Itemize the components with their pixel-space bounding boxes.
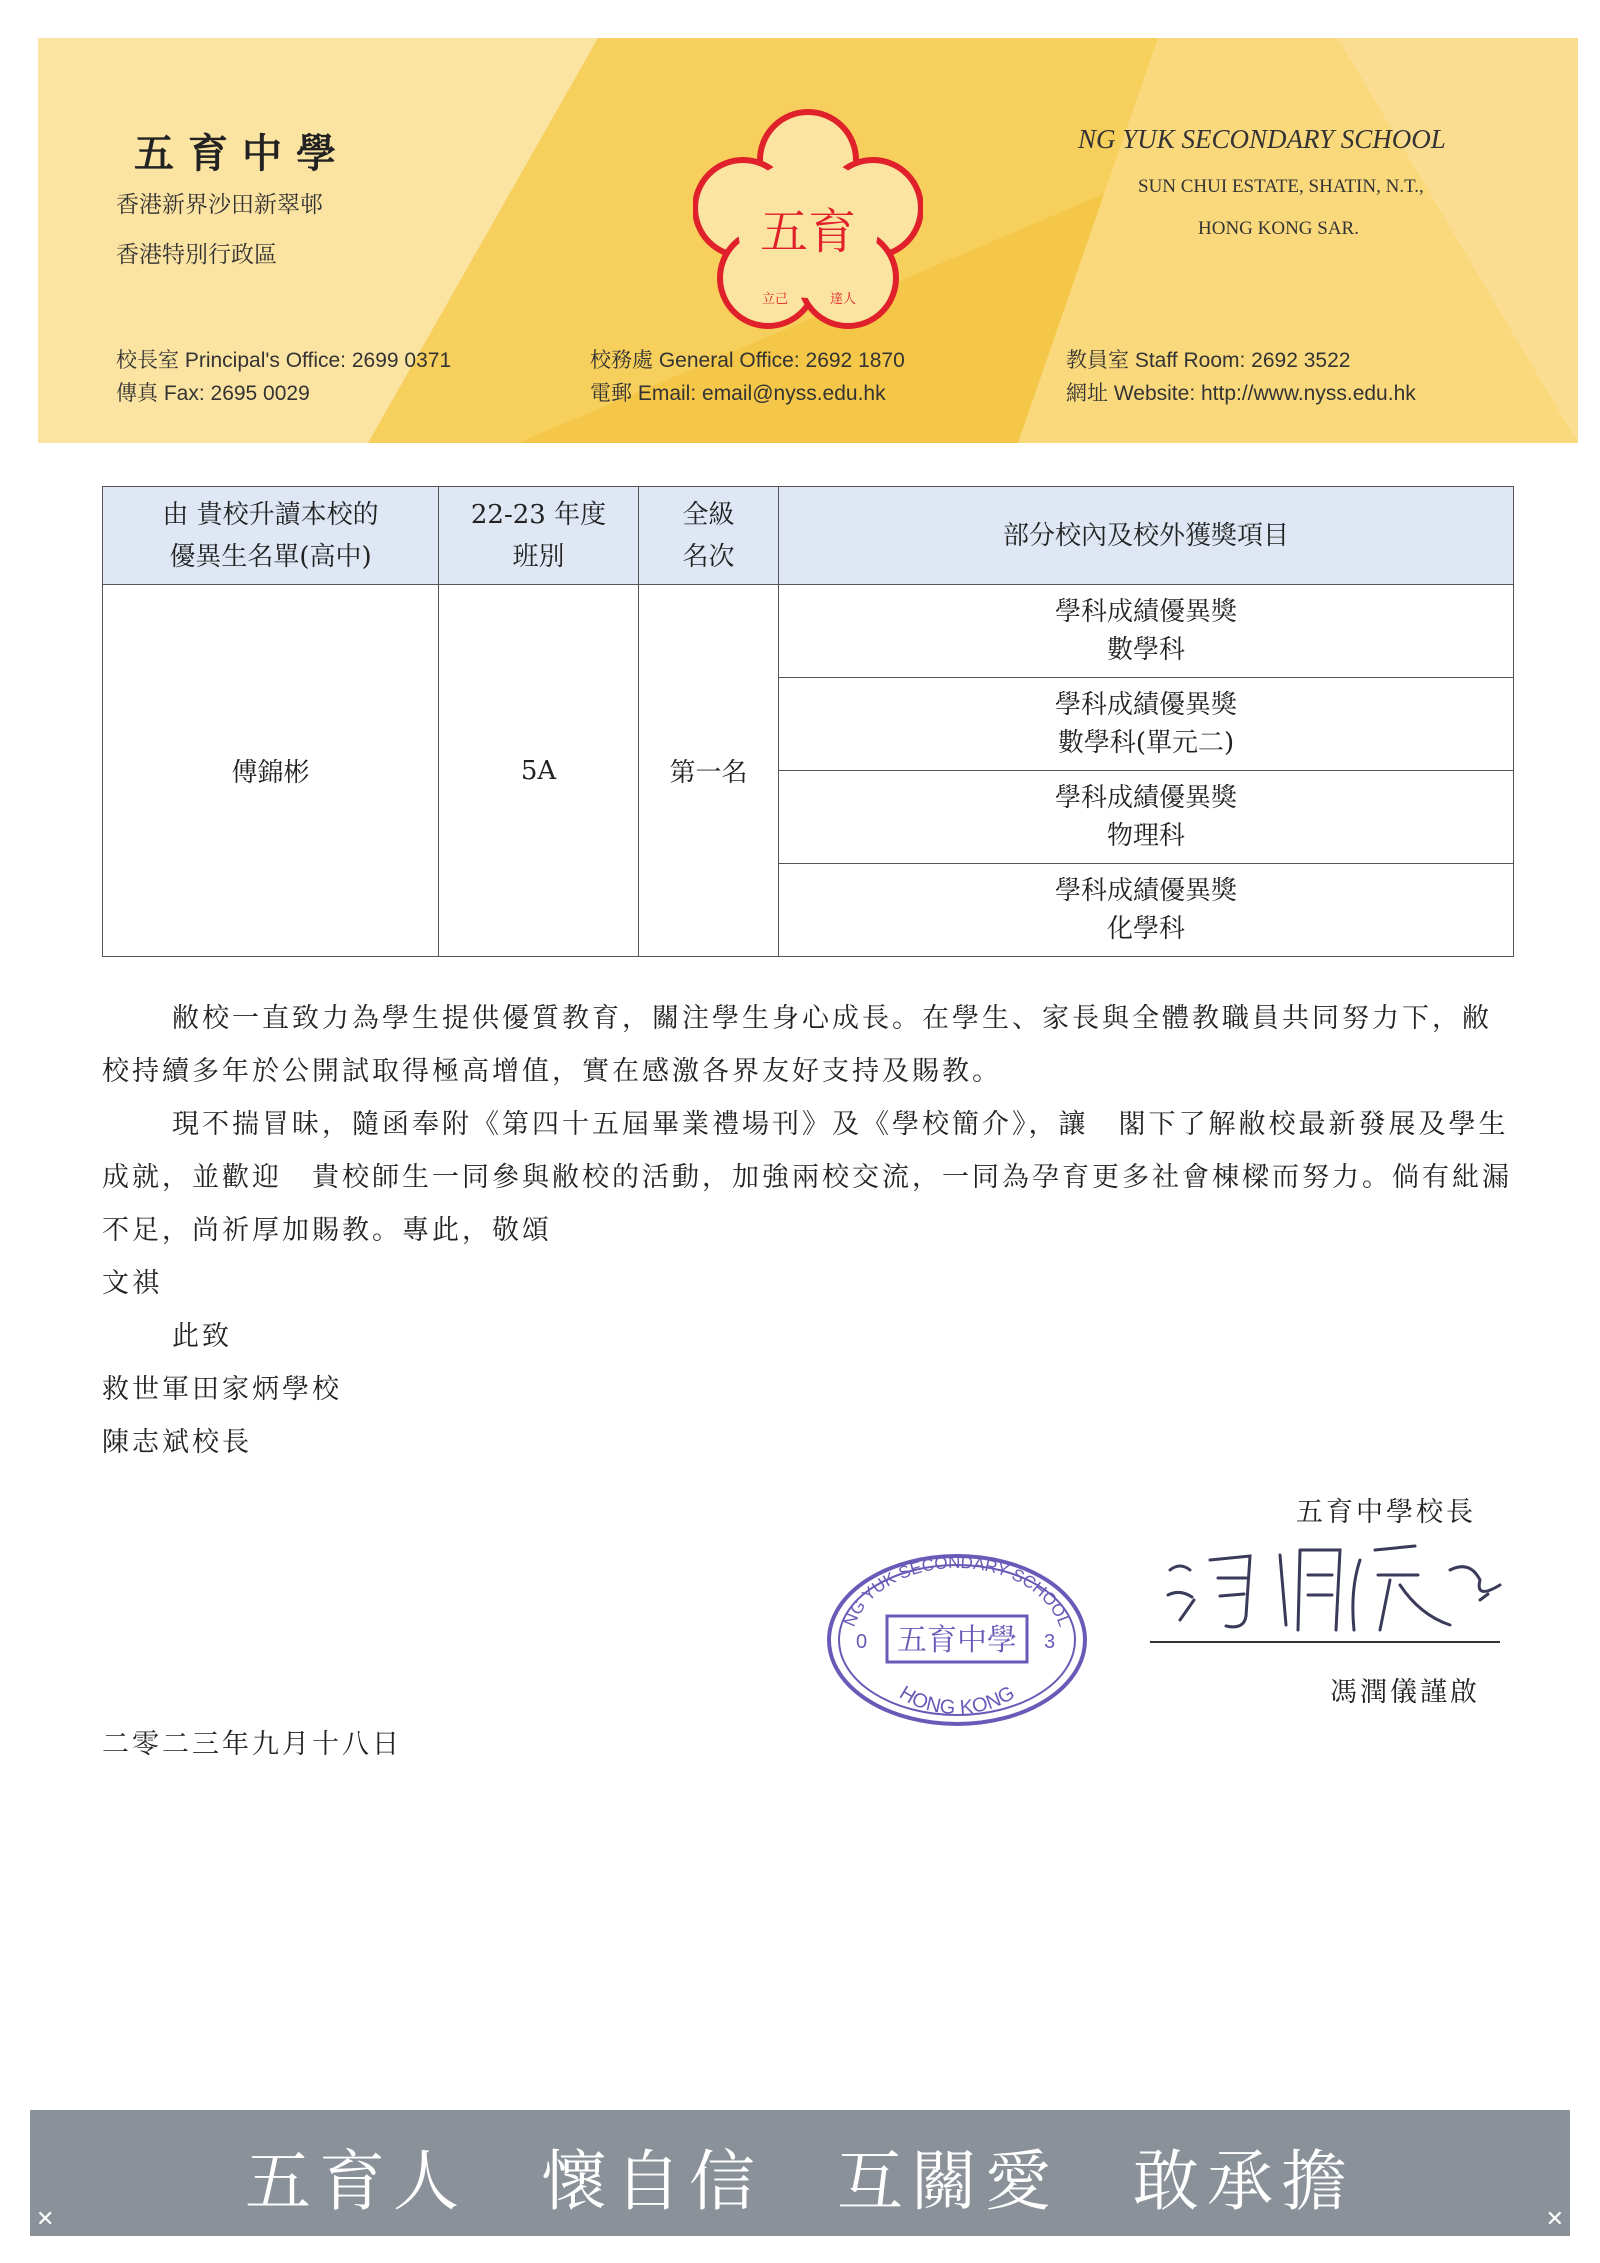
footer-banner bbox=[30, 2110, 1570, 2236]
award-subject: 物理科 bbox=[1106, 821, 1185, 851]
signature-line bbox=[1150, 1641, 1500, 1643]
address-en-line: SUN CHUI ESTATE, SHATIN, N.T., bbox=[1138, 176, 1424, 197]
header-line: 全級 bbox=[682, 499, 735, 530]
recipient-school: 救世軍田家炳學校 bbox=[102, 1374, 342, 1405]
header-line: 優異生名單(高中) bbox=[169, 541, 372, 572]
stamp-bottom-text: HONG KONG bbox=[895, 1681, 1019, 1720]
closing: 此致 bbox=[172, 1321, 232, 1352]
award-title: 學科成績優異獎 bbox=[1054, 783, 1237, 813]
award-title: 學科成績優異獎 bbox=[1054, 876, 1237, 906]
table-header-row bbox=[103, 487, 1514, 585]
contact-block-general bbox=[590, 344, 905, 410]
school-name-zh: 五育中學 bbox=[134, 130, 350, 177]
award-subject: 數學科 bbox=[1106, 635, 1185, 665]
stamp-top-text: NG YUK SECONDARY SCHOOL bbox=[840, 1552, 1074, 1630]
corner-decoration-icon: ✕ bbox=[36, 2207, 55, 2232]
principal-office-phone: 校長室 Principal's Office: 2699 0371 bbox=[116, 349, 452, 372]
staff-room-phone: 教員室 Staff Room: 2692 3522 bbox=[1066, 349, 1351, 372]
header-line: 班別 bbox=[512, 541, 565, 572]
body-paragraph: 敝校一直致力為學生提供優質教育，關注學生身心成長。在學生、家長與全體教職員共同努力下，敝校持續多年於公開試取得極高增值，實在感激各界友好支持及賜教。 bbox=[102, 1003, 1492, 1087]
signer-name: 馮潤儀謹啟 bbox=[1330, 1677, 1480, 1708]
header-student-list bbox=[103, 487, 439, 585]
letterhead bbox=[38, 38, 1578, 443]
address-zh-line: 香港特別行政區 bbox=[116, 241, 277, 267]
salutation: 文祺 bbox=[102, 1268, 162, 1299]
stamp-right-number: 3 bbox=[1044, 1631, 1056, 1653]
header-awards: 部分校內及校外獲獎項目 bbox=[779, 487, 1514, 585]
address-en-line: HONG KONG SAR. bbox=[1198, 218, 1359, 239]
school-motto: 五育人 懷自信 互關愛 敢承擔 bbox=[245, 2143, 1355, 2220]
award-item bbox=[779, 864, 1514, 957]
contact-block-staff bbox=[1066, 344, 1416, 410]
letter-body bbox=[102, 992, 1514, 1469]
award-item bbox=[779, 771, 1514, 864]
stamp-left-number: 0 bbox=[856, 1631, 868, 1653]
award-subject: 數學科(單元二) bbox=[1057, 728, 1235, 758]
logo-small-text: 立己 bbox=[761, 292, 789, 307]
student-rank: 第一名 bbox=[639, 585, 779, 957]
student-name: 傅錦彬 bbox=[103, 585, 439, 957]
award-subject: 化學科 bbox=[1106, 914, 1185, 944]
award-title: 學科成績優異獎 bbox=[1054, 690, 1237, 720]
award-table bbox=[102, 486, 1514, 957]
signer-title: 五育中學校長 bbox=[1296, 1497, 1476, 1528]
logo-small-text: 達人 bbox=[829, 292, 857, 307]
header-class bbox=[439, 487, 639, 585]
signature bbox=[1150, 1530, 1520, 1650]
header-line: 名次 bbox=[682, 541, 735, 572]
header-line: 22-23 年度 bbox=[470, 499, 607, 530]
website-url: 網址 Website: http://www.nyss.edu.hk bbox=[1066, 382, 1416, 405]
award-title: 學科成績優異獎 bbox=[1054, 597, 1237, 627]
general-office-phone: 校務處 General Office: 2692 1870 bbox=[590, 349, 905, 372]
award-item bbox=[779, 585, 1514, 678]
stamp-center-text: 五育中學 bbox=[897, 1623, 1017, 1658]
student-class: 5A bbox=[439, 585, 639, 957]
header-rank bbox=[639, 487, 779, 585]
award-item bbox=[779, 678, 1514, 771]
school-logo bbox=[693, 98, 923, 338]
school-stamp bbox=[822, 1548, 1092, 1728]
logo-text: 五育 bbox=[759, 204, 857, 260]
recipient-name: 陳志斌校長 bbox=[102, 1427, 252, 1458]
fax-number: 傳真 Fax: 2695 0029 bbox=[116, 382, 310, 405]
school-name-en: NG YUK SECONDARY SCHOOL bbox=[1078, 124, 1446, 154]
corner-decoration-icon: ✕ bbox=[1545, 2207, 1564, 2232]
letter-date: 二零二三年九月十八日 bbox=[102, 1729, 402, 1760]
body-paragraph: 現不揣冒昧，隨函奉附《第四十五屆畢業禮場刊》及《學校簡介》，讓 閣下了解敝校最新發展及學生成就，並歡迎 貴校師生一同參與敝校的活動，加強兩校交流，一同為孕育更多社會棟樑而努力。倘有紕漏不足，尚祈厚加賜教。專此，敬頌 bbox=[102, 1109, 1512, 1246]
table-row bbox=[103, 585, 1514, 678]
email-address: 電郵 Email: email@nyss.edu.hk bbox=[590, 382, 886, 405]
header-line: 由 貴校升讀本校的 bbox=[162, 499, 379, 530]
address-zh-line: 香港新界沙田新翠邨 bbox=[116, 191, 323, 217]
contact-block-principal bbox=[116, 344, 451, 410]
